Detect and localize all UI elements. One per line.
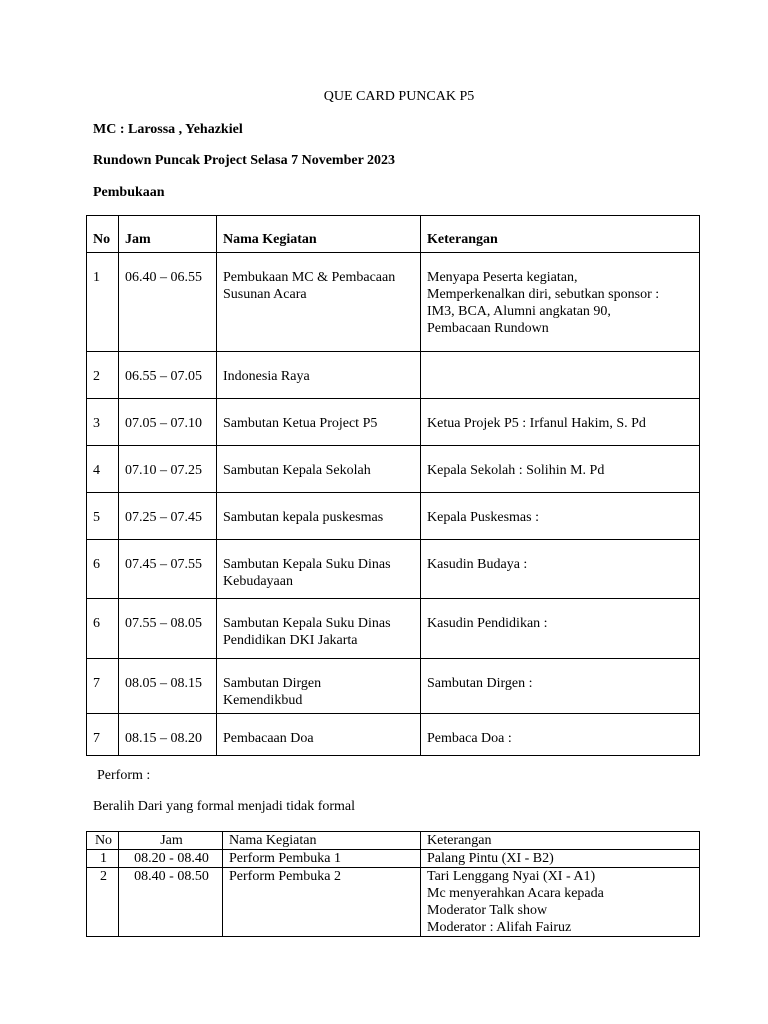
cell-keterangan: Kasudin Budaya : — [421, 540, 700, 599]
cell-kegiatan: Sambutan Ketua Project P5 — [217, 399, 421, 446]
cell-jam: 06.40 – 06.55 — [119, 253, 217, 352]
cell-no: 2 — [87, 868, 119, 937]
table-row — [87, 868, 700, 937]
cell-no: 5 — [87, 493, 119, 540]
cell-keterangan: Sambutan Dirgen : — [421, 659, 700, 714]
cell-kegiatan: Sambutan Kepala Sekolah — [217, 446, 421, 493]
cell-keterangan: Kepala Sekolah : Solihin M. Pd — [421, 446, 700, 493]
header-no: No — [87, 832, 119, 850]
table-row — [87, 659, 700, 714]
cell-jam: 08.05 – 08.15 — [119, 659, 217, 714]
cell-jam: 07.10 – 07.25 — [119, 446, 217, 493]
cell-no: 6 — [87, 540, 119, 599]
section-opening: Pembukaan — [93, 185, 165, 200]
cell-kegiatan: Indonesia Raya — [217, 352, 421, 399]
table-row — [87, 540, 700, 599]
mc-line: MC : Larossa , Yehazkiel — [93, 122, 243, 137]
table-row — [87, 850, 700, 868]
table-header-row — [87, 832, 700, 850]
perform-table — [86, 831, 700, 937]
cell-keterangan — [421, 352, 700, 399]
header-nama-kegiatan: Nama Kegiatan — [217, 216, 421, 253]
table-row — [87, 253, 700, 352]
cell-kegiatan: Sambutan Kepala Suku Dinas Pendidikan DKI Jakarta — [217, 599, 421, 659]
header-keterangan: Keterangan — [421, 832, 700, 850]
cell-no: 1 — [87, 850, 119, 868]
cell-jam: 07.55 – 08.05 — [119, 599, 217, 659]
header-jam: Jam — [119, 216, 217, 253]
rundown-line: Rundown Puncak Project Selasa 7 November 2023 — [93, 153, 396, 168]
cell-jam: 07.45 – 07.55 — [119, 540, 217, 599]
cell-keterangan: Kepala Puskesmas : — [421, 493, 700, 540]
transition-line: Beralih Dari yang formal menjadi tidak formal — [93, 799, 356, 814]
table-row — [87, 714, 700, 756]
cell-jam: 07.05 – 07.10 — [119, 399, 217, 446]
cell-jam: 08.20 - 08.40 — [119, 850, 223, 868]
cell-no: 4 — [87, 446, 119, 493]
document-title: QUE CARD PUNCAK P5 — [323, 89, 475, 104]
header-no: No — [87, 216, 119, 253]
table-row — [87, 493, 700, 540]
cell-kegiatan: Sambutan kepala puskesmas — [217, 493, 421, 540]
cell-kegiatan: Perform Pembuka 2 — [223, 868, 421, 937]
cell-kegiatan: Sambutan Kepala Suku Dinas Kebudayaan — [217, 540, 421, 599]
cell-no: 7 — [87, 714, 119, 756]
cell-keterangan: Kasudin Pendidikan : — [421, 599, 700, 659]
cell-kegiatan: Pembacaan Doa — [217, 714, 421, 756]
header-nama-kegiatan: Nama Kegiatan — [223, 832, 421, 850]
cell-no: 2 — [87, 352, 119, 399]
cell-kegiatan: Pembukaan MC & Pembacaan Susunan Acara — [217, 253, 421, 352]
cell-no: 3 — [87, 399, 119, 446]
cell-keterangan: Tari Lenggang Nyai (XI - A1) Mc menyerahkan Acara kepada Moderator Talk show Moderator : Alifah Fairuz — [421, 868, 700, 937]
header-jam: Jam — [119, 832, 223, 850]
cell-no: 6 — [87, 599, 119, 659]
table-row — [87, 446, 700, 493]
cell-kegiatan: Sambutan Dirgen Kemendikbud — [217, 659, 421, 714]
table-row — [87, 399, 700, 446]
cell-keterangan: Palang Pintu (XI - B2) — [421, 850, 700, 868]
cell-no: 1 — [87, 253, 119, 352]
table-header-row — [87, 216, 700, 253]
cell-keterangan: Ketua Projek P5 : Irfanul Hakim, S. Pd — [421, 399, 700, 446]
cell-jam: 06.55 – 07.05 — [119, 352, 217, 399]
cell-jam: 08.40 - 08.50 — [119, 868, 223, 937]
rundown-table — [86, 215, 700, 756]
table-row — [87, 352, 700, 399]
cell-jam: 07.25 – 07.45 — [119, 493, 217, 540]
table-row — [87, 599, 700, 659]
cell-no: 7 — [87, 659, 119, 714]
cell-keterangan: Pembaca Doa : — [421, 714, 700, 756]
cell-keterangan: Menyapa Peserta kegiatan, Memperkenalkan diri, sebutkan sponsor : IM3, BCA, Alumni angkatan 90, Pembacaan Rundown — [421, 253, 700, 352]
cell-kegiatan: Perform Pembuka 1 — [223, 850, 421, 868]
cell-jam: 08.15 – 08.20 — [119, 714, 217, 756]
perform-label: Perform : — [97, 768, 151, 783]
header-keterangan: Keterangan — [421, 216, 700, 253]
